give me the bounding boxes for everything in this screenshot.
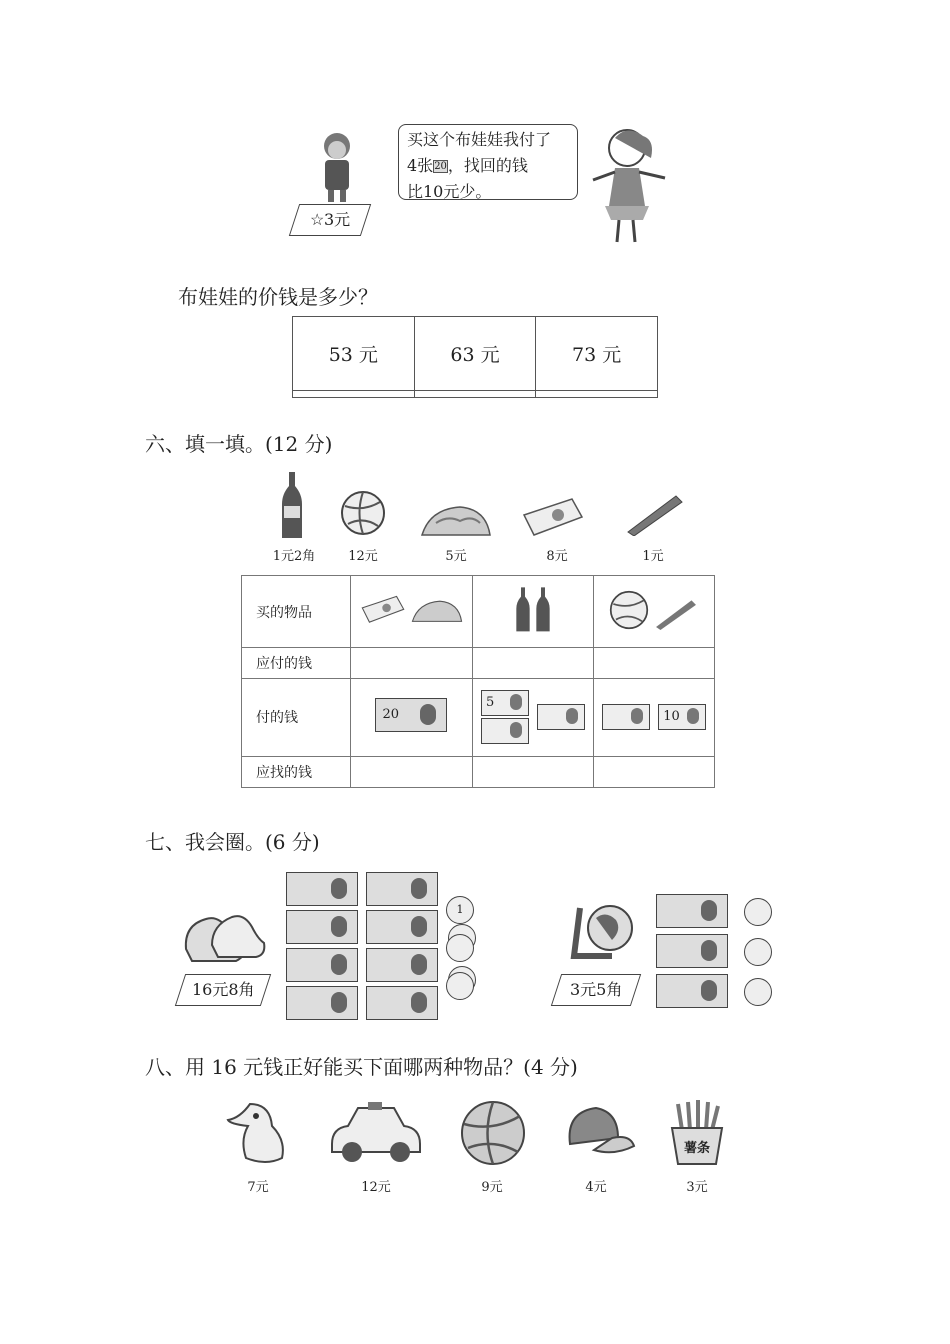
shoes-icon [182,905,266,965]
penguin-icon [226,1100,290,1166]
bubble-line-3: 比10元少。 [407,182,492,201]
paid-2 [473,679,594,756]
answer-should-pay-1[interactable] [350,648,473,679]
purchase-1-items [350,576,473,648]
one-yuan-note-icon [656,974,728,1008]
cola-icon [515,587,531,633]
answer-change-1[interactable] [350,756,473,787]
one-yuan-note-icon [656,894,728,928]
shoes-price-tag: 16元8角 [175,974,271,1006]
pen-icon [653,596,699,630]
speech-bubble [398,124,578,200]
price-pen: 1元 [642,549,664,564]
bubble-line-2: 4张20，找回的钱 [407,156,528,175]
fries-icon [668,1100,726,1166]
answer-change-3[interactable] [594,756,715,787]
five-yuan-note-icon [286,948,358,982]
price-choices-table [292,316,658,398]
five-yuan-note-icon: 5 [481,690,529,716]
answer-should-pay-2[interactable] [473,648,594,679]
choice-53: 53 元 [293,317,415,391]
twenty-yuan-note-icon: 20 [375,698,447,732]
section7-title: 七、我会圈。(6 分) [145,830,320,854]
bubble-line-1: 买这个布娃娃我付了 [407,130,552,149]
price-penguin: 7元 [247,1180,269,1195]
price-car: 12元 [361,1180,391,1195]
five-yuan-note-icon [286,872,358,906]
doll-price-tag [289,204,371,236]
one-jiao-coin-icon: 1 [446,896,474,924]
section5-question: 布娃娃的价钱是多少？ [178,285,378,309]
pencil-box-icon [522,497,584,539]
answer-cell-3[interactable] [536,390,658,397]
fries-label: 薯条 [683,1141,710,1156]
cap-icon [562,1104,636,1164]
paid-3 [594,679,715,756]
choice-63: 63 元 [414,317,536,391]
one-yuan-note-icon [537,704,585,730]
section6-title: 六、填一填。(12 分) [145,432,333,456]
volleyball-icon [340,490,386,536]
five-jiao-coin-icon [744,938,772,966]
five-yuan-note-icon [602,704,650,730]
section8-title: 八、用 16 元钱正好能买下面哪两种物品？(4 分) [145,1055,578,1079]
choice-73: 73 元 [536,317,658,391]
car-icon [328,1100,424,1166]
row-header-paid: 付的钱 [242,679,351,756]
answer-cell-2[interactable] [414,390,536,397]
price-cola: 1元2角 [272,549,316,564]
purchase-3-items [594,576,715,648]
pencil-box-icon [360,595,406,625]
one-yuan-note-icon [366,986,438,1020]
answer-cell-1[interactable] [293,390,415,397]
globe-icon [566,900,636,972]
purchase-table [241,575,715,788]
price-ball: 9元 [481,1180,503,1195]
cola-icon [280,472,304,540]
five-jiao-coin-icon [446,972,474,1000]
one-jiao-coin-icon [744,898,772,926]
row-header-items: 买的物品 [242,576,351,648]
purchase-2-items [473,576,594,648]
five-yuan-note-icon [481,718,529,744]
one-yuan-note-icon [366,910,438,944]
five-yuan-note-icon [286,986,358,1020]
doll-price: 3元 [324,210,351,229]
answer-should-pay-3[interactable] [594,648,715,679]
price-volleyball: 12元 [348,549,378,564]
one-yuan-note-icon [366,948,438,982]
one-yuan-note-icon [656,934,728,968]
five-jiao-coin-icon [446,934,474,962]
girl-illustration [585,120,675,250]
price-pencil-box: 8元 [546,549,568,564]
one-jiao-coin-icon [744,978,772,1006]
row-header-change: 应找的钱 [242,756,351,787]
answer-change-2[interactable] [473,756,594,787]
ten-yuan-note-icon: 10 [658,704,706,730]
price-cap: 4元 [585,1180,607,1195]
globe-price-tag: 3元5角 [551,974,641,1006]
paid-1 [350,679,473,756]
one-yuan-note-icon [366,872,438,906]
pen-icon [624,490,686,536]
ball-icon [460,1100,526,1166]
twenty-note-icon: 20 [434,160,447,172]
bread-icon [420,505,492,539]
five-yuan-note-icon [286,910,358,944]
price-bread: 5元 [445,549,467,564]
volleyball-icon [609,590,649,630]
cola-icon [535,587,551,633]
bread-icon [411,599,463,625]
row-header-should-pay: 应付的钱 [242,648,351,679]
price-fries: 3元 [686,1180,708,1195]
doll-illustration [312,126,362,206]
star-icon: ☆ [309,210,325,229]
